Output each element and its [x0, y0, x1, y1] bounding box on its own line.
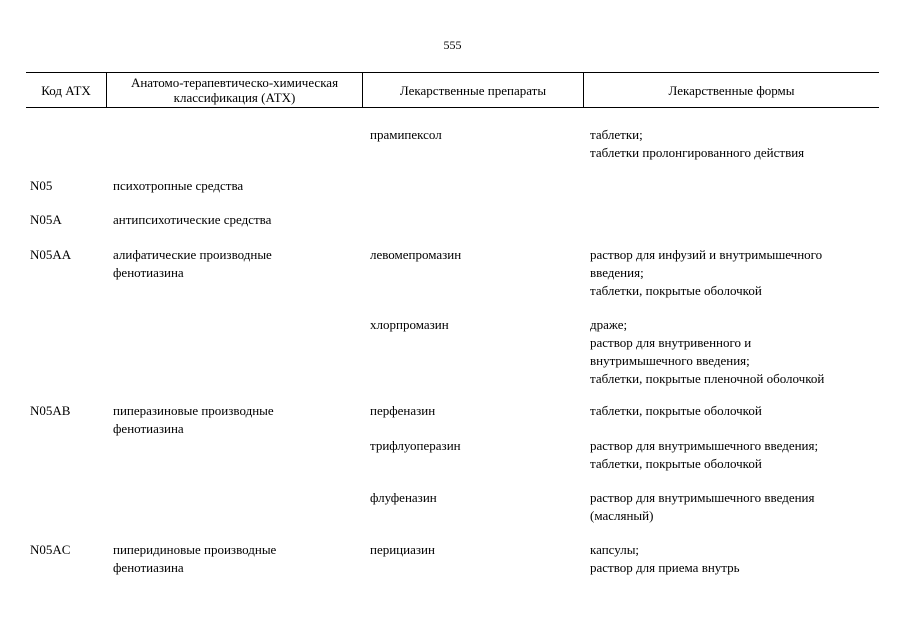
row-drug: флуфеназин: [370, 490, 437, 505]
header-drugs: Лекарственные препараты: [399, 82, 547, 98]
row-atc: пиперазиновые производные фенотиазина: [113, 403, 274, 436]
row-atc: психотропные средства: [113, 178, 244, 193]
row-code: N05A: [30, 212, 62, 227]
row-drug: левомепромазин: [370, 247, 462, 262]
row-code: N05AB: [30, 403, 71, 418]
row-forms: раствор для инфузий и внутримышечного введения; таблетки, покрытые оболочкой: [590, 247, 823, 298]
row-atc: алифатические производные фенотиазина: [113, 247, 272, 280]
page-number: 555: [443, 38, 462, 52]
header-code: Код АТХ: [41, 82, 91, 98]
row-forms: таблетки; таблетки пролонгированного действия: [590, 127, 805, 160]
row-drug: трифлуоперазин: [370, 438, 461, 453]
row-drug: перициазин: [370, 542, 435, 557]
row-atc: пиперидиновые производные фенотиазина: [113, 542, 277, 575]
row-code: N05AA: [30, 247, 72, 262]
row-forms: капсулы; раствор для приема внутрь: [590, 542, 740, 575]
table-header-bottom-rule: [26, 107, 879, 108]
row-code: N05: [30, 178, 53, 193]
row-drug: хлорпромазин: [370, 317, 449, 332]
row-forms: драже; раствор для внутривенного и внутримышечного введения; таблетки, покрытые пленочной оболочкой: [590, 317, 825, 386]
row-drug: прамипексол: [370, 127, 442, 142]
row-forms: таблетки, покрытые оболочкой: [590, 403, 762, 418]
header-forms: Лекарственные формы: [668, 82, 795, 98]
header-atc: Анатомо-терапевтическо-химическая классификация (АТХ): [130, 75, 339, 105]
row-drug: перфеназин: [370, 403, 436, 418]
row-atc: антипсихотические средства: [113, 212, 272, 227]
row-forms: раствор для внутримышечного введения; таблетки, покрытые оболочкой: [590, 438, 819, 471]
row-forms: раствор для внутримышечного введения (масляный): [590, 490, 815, 523]
row-code: N05AC: [30, 542, 71, 557]
